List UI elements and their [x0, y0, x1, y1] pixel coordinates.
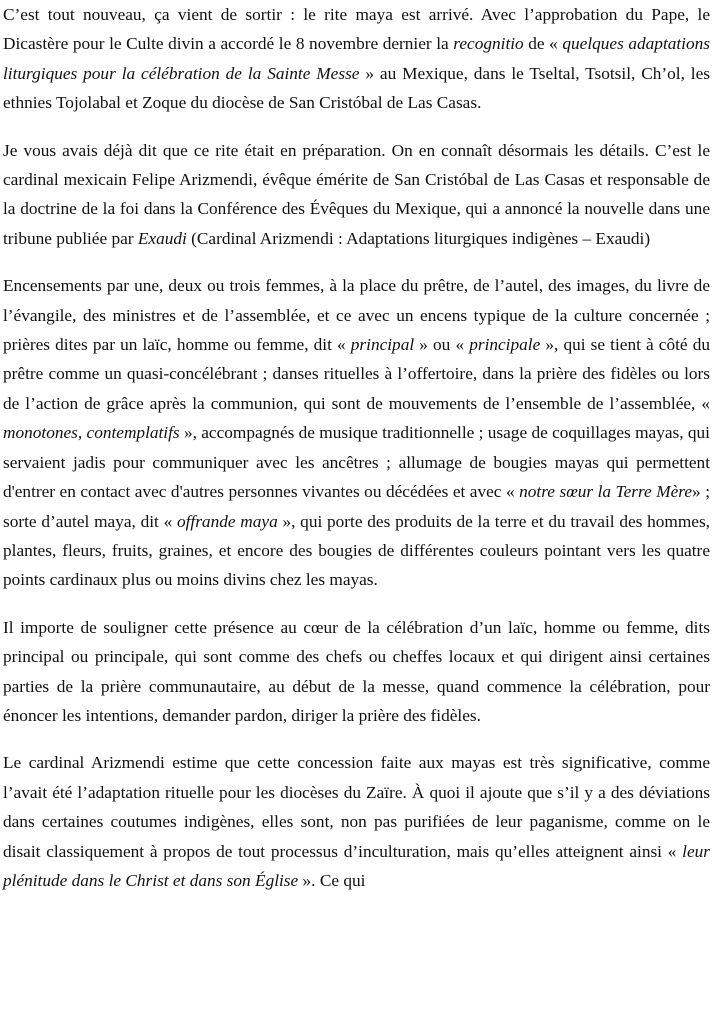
italic-segment: Exaudi: [137, 228, 187, 248]
italic-segment: leur plénitude dans le Christ et dans son Église: [3, 841, 710, 890]
text-segment: Il importe de souligner cette présence au cœur de la célébration d’un laïc, homme ou femme, dits principal ou principale, qui sont comme des chefs ou cheffes locaux et qui dirigent ainsi certaines parties de la prière communautaire, au début de la messe, quand commence la célébration, pour énoncer les intentions, demander pardon, diriger la prière des fidèles.: [3, 617, 710, 725]
text-segment: (Cardinal Arizmendi : Adaptations liturgiques indigènes – Exaudi): [186, 228, 651, 248]
italic-segment: principal: [350, 335, 415, 355]
text-segment: Je vous avais déjà dit que ce rite était en préparation. On en connaît désormais les détails. C’est le cardinal mexicain Felipe Arizmendi, évêque émérite de San Cristóbal de Las Casas et responsable de la doctrine de la foi dans la Conférence des Évêques du Mexique, qui a annoncé la nouvelle dans une tribune publiée par: [3, 140, 710, 248]
text-segment: ». Ce qui: [298, 870, 366, 890]
paragraph: [3, 271, 710, 594]
text-segment: C’est tout nouveau, ça vient de sortir : le rite maya est arrivé. Avec l’approbation du Pape, le Dicastère pour le Culte divin a accordé le 8 novembre dernier la: [3, 5, 710, 54]
text-segment: de «: [523, 34, 563, 54]
text-segment: », accompagnés de musique traditionnelle ; usage de coquillages mayas, qui servaient jadis pour communiquer avec les ancêtres ; allumage de bougies mayas qui permettent d'entrer en contact avec d'autres personnes vivantes ou décédées et avec «: [3, 423, 710, 502]
italic-segment: quelques adaptations liturgiques pour la célébration de la Sainte Messe: [3, 34, 710, 83]
text-segment: Le cardinal Arizmendi estime que cette concession faite aux mayas est très significative, comme l’avait été l’adaptation rituelle pour les diocèses du Zaïre. À quoi il ajoute que s’il y a des déviations dans certaines coutumes indigènes, elles sont, non pas purifiées de leur paganisme, comme on le disait classiquement à propos de tout processus d’inculturation, mais qu’elles atteignent ainsi «: [3, 753, 710, 861]
paragraph: [3, 613, 710, 731]
italic-segment: notre sœur la Terre Mère: [519, 482, 693, 502]
text-segment: » ; sorte d’autel maya, dit «: [3, 482, 710, 531]
italic-segment: monotones, contemplatifs: [3, 423, 180, 443]
italic-segment: offrande maya: [176, 511, 278, 531]
text-segment: Encensements par une, deux ou trois femmes, à la place du prêtre, de l’autel, des images, du livre de l’évangile, des ministres et de l’assemblée, et ce avec un encens typique de la culture concernée ; prières dites par un laïc, homme ou femme, dit «: [3, 276, 710, 355]
text-segment: », qui se tient à côté du prêtre comme un quasi-concélébrant ; danses rituelles à l’offertoire, dans la prière des fidèles ou lors de l’action de grâce après la communion, qui sont de mouvements de l’ensemble de l’assemblée, «: [3, 335, 710, 413]
paragraph: [3, 0, 710, 118]
text-segment: », qui porte des produits de la terre et du travail des hommes, plantes, fleurs, fruits, graines, et encore des bougies de différentes couleurs pointant vers les quatre points cardinaux plus ou moins divins chez les mayas.: [3, 511, 710, 590]
italic-segment: principale: [469, 335, 541, 355]
text-segment: » au Mexique, dans le Tseltal, Tsotsil, Ch’ol, les ethnies Tojolabal et Zoque du diocèse de San Cristóbal de Las Casas.: [3, 63, 710, 113]
article-body: [3, 0, 710, 913]
paragraph: [3, 136, 710, 254]
text-segment: » ou «: [414, 335, 470, 355]
italic-segment: recognitio: [453, 34, 524, 54]
paragraph: [3, 748, 710, 895]
